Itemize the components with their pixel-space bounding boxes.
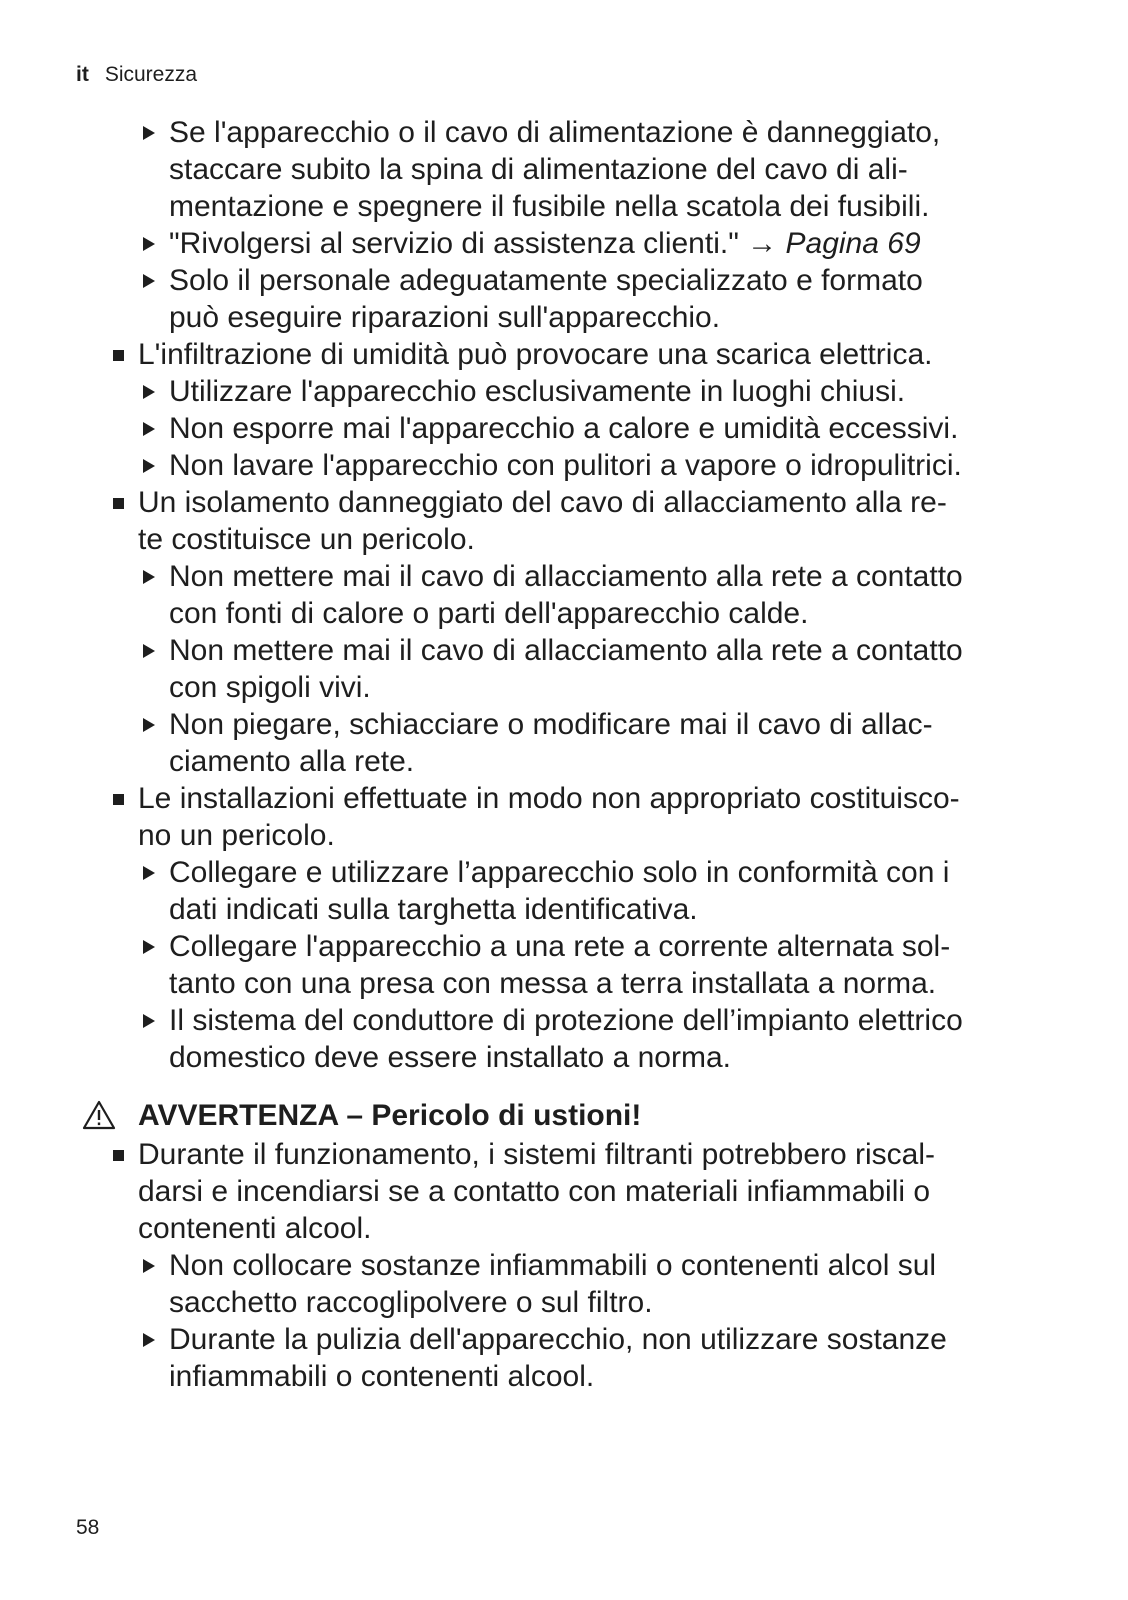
text-line xyxy=(0,299,1128,336)
line-text xyxy=(169,1284,653,1321)
line-text xyxy=(169,410,958,447)
text-line xyxy=(0,928,1128,965)
line-text xyxy=(169,965,936,1002)
line-text-main: Utilizzare l'apparecchio esclusivamente in luoghi chiusi. xyxy=(169,375,906,408)
line-text-main: Non collocare sostanze infiammabili o contenenti alcol sul xyxy=(169,1249,937,1282)
line-text-main: Solo il personale adeguatamente specializzato e formato xyxy=(169,264,923,297)
triangle-bullet-icon xyxy=(143,1259,155,1273)
line-text-main: Collegare e utilizzare l’apparecchio solo in conformità con i xyxy=(169,856,950,889)
line-text xyxy=(169,891,698,928)
line-text-main: L'infiltrazione di umidità può provocare una scarica elettrica. xyxy=(138,338,933,371)
line-text-main: Non mettere mai il cavo di allacciamento alla rete a contatto xyxy=(169,634,963,667)
line-text xyxy=(169,1247,936,1284)
line-text-main: ciamento alla rete. xyxy=(169,745,415,778)
line-text xyxy=(138,1173,930,1210)
triangle-bullet-icon xyxy=(143,237,155,251)
triangle-bullet-icon xyxy=(143,126,155,140)
line-text xyxy=(169,1039,731,1076)
line-text xyxy=(169,1002,963,1039)
line-text-main: Un isolamento danneggiato del cavo di allacciamento alla re- xyxy=(138,486,947,519)
square-bullet-icon xyxy=(113,350,124,361)
line-text-main: con spigoli vivi. xyxy=(169,671,371,704)
line-text xyxy=(138,780,960,817)
section-title: Sicurezza xyxy=(104,63,198,86)
line-text xyxy=(138,1210,372,1247)
line-text-main: domestico deve essere installato a norma. xyxy=(169,1041,731,1074)
running-header xyxy=(76,63,197,87)
line-text-main: Durante il funzionamento, i sistemi filtranti potrebbero riscal- xyxy=(138,1138,936,1171)
text-line xyxy=(0,114,1128,151)
text-line xyxy=(0,595,1128,632)
warning-triangle-icon xyxy=(82,1100,116,1130)
text-line xyxy=(0,410,1128,447)
line-text-main: con fonti di calore o parti dell'apparecchio calde. xyxy=(169,597,809,630)
line-text-main: darsi e incendiarsi se a contatto con materiali infiammabili o xyxy=(138,1175,931,1208)
triangle-bullet-icon xyxy=(143,459,155,473)
text-line xyxy=(0,225,1128,262)
line-text-main: no un pericolo. xyxy=(138,819,335,852)
line-text-main: Non esporre mai l'apparecchio a calore e umidità eccessivi. xyxy=(169,412,959,445)
line-text-main: Collegare l'apparecchio a una rete a corrente alternata sol- xyxy=(169,930,951,963)
line-text-main: Se l'apparecchio o il cavo di alimentazione è danneggiato, xyxy=(169,116,941,149)
line-text xyxy=(169,299,720,336)
line-text-main: Il sistema del conduttore di protezione dell’impianto elettrico xyxy=(169,1004,963,1037)
text-line xyxy=(0,1247,1128,1284)
line-text xyxy=(169,669,371,706)
text-line xyxy=(0,1210,1128,1247)
text-line xyxy=(0,262,1128,299)
text-line xyxy=(0,188,1128,225)
triangle-bullet-icon xyxy=(143,1014,155,1028)
text-line xyxy=(0,817,1128,854)
triangle-bullet-icon xyxy=(143,718,155,732)
text-line xyxy=(0,1136,1128,1173)
text-line xyxy=(0,1002,1128,1039)
text-line xyxy=(0,151,1128,188)
text-line xyxy=(0,743,1128,780)
triangle-bullet-icon xyxy=(143,422,155,436)
line-text-main: sacchetto raccoglipolvere o sul filtro. xyxy=(169,1286,653,1319)
text-line xyxy=(0,1039,1128,1076)
square-bullet-icon xyxy=(113,794,124,805)
line-text xyxy=(169,373,905,410)
line-text xyxy=(169,558,963,595)
line-text xyxy=(169,743,414,780)
line-text xyxy=(169,854,949,891)
line-text-main: Non lavare l'apparecchio con pulitori a vapore o idropulitrici. xyxy=(169,449,962,482)
line-text xyxy=(169,262,923,299)
line-text xyxy=(169,1358,594,1395)
line-text xyxy=(169,225,921,262)
safety-list xyxy=(0,114,1128,1076)
page-reference-link[interactable]: Pagina 69 xyxy=(785,227,921,260)
line-text-main: Non mettere mai il cavo di allacciamento alla rete a contatto xyxy=(169,560,963,593)
text-line xyxy=(0,336,1128,373)
line-text-main: contenenti alcool. xyxy=(138,1212,372,1245)
warning-list xyxy=(0,1136,1128,1395)
warning-heading xyxy=(0,1096,1128,1136)
section-gap xyxy=(0,1076,1128,1096)
square-bullet-icon xyxy=(113,1150,124,1161)
text-line xyxy=(0,965,1128,1002)
text-line xyxy=(0,669,1128,706)
text-line xyxy=(0,1284,1128,1321)
page-number: 58 xyxy=(76,1516,100,1539)
line-text xyxy=(138,1136,935,1173)
text-line xyxy=(0,373,1128,410)
line-text xyxy=(169,706,933,743)
line-text xyxy=(169,595,808,632)
line-text xyxy=(138,817,335,854)
line-text xyxy=(169,632,963,669)
warning-title: AVVERTENZA – Pericolo di ustioni! xyxy=(138,1099,642,1132)
line-text-main: mentazione e spegnere il fusibile nella scatola dei fusibili. xyxy=(169,190,930,223)
line-text xyxy=(169,188,929,225)
line-text-main: Durante la pulizia dell'apparecchio, non utilizzare sostanze xyxy=(169,1323,947,1356)
triangle-bullet-icon xyxy=(143,1333,155,1347)
line-text xyxy=(138,336,932,373)
line-text-main: dati indicati sulla targhetta identificativa. xyxy=(169,893,698,926)
line-text-main: staccare subito la spina di alimentazione del cavo di ali- xyxy=(169,153,908,186)
line-text xyxy=(169,928,950,965)
triangle-bullet-icon xyxy=(143,570,155,584)
text-line xyxy=(0,632,1128,669)
line-text xyxy=(138,484,947,521)
line-text-main: può eseguire riparazioni sull'apparecchio. xyxy=(169,301,721,334)
text-line xyxy=(0,706,1128,743)
line-text-main: infiammabili o contenenti alcool. xyxy=(169,1360,595,1393)
triangle-bullet-icon xyxy=(143,385,155,399)
text-line xyxy=(0,1173,1128,1210)
line-text-main: te costituisce un pericolo. xyxy=(138,523,475,556)
line-text-main: tanto con una presa con messa a terra installata a norma. xyxy=(169,967,937,1000)
language-code: it xyxy=(76,63,89,86)
text-line xyxy=(0,447,1128,484)
text-line xyxy=(0,1358,1128,1395)
line-text xyxy=(169,151,908,188)
text-line xyxy=(0,1321,1128,1358)
text-line xyxy=(0,891,1128,928)
line-text-main: Le installazioni effettuate in modo non appropriato costituisco- xyxy=(138,782,960,815)
triangle-bullet-icon xyxy=(143,644,155,658)
text-line xyxy=(0,558,1128,595)
triangle-bullet-icon xyxy=(143,940,155,954)
line-text xyxy=(169,447,962,484)
text-line xyxy=(0,780,1128,817)
triangle-bullet-icon xyxy=(143,274,155,288)
text-line xyxy=(0,521,1128,558)
text-line xyxy=(0,484,1128,521)
line-text xyxy=(138,521,475,558)
safety-content xyxy=(0,114,1128,1395)
text-line xyxy=(0,854,1128,891)
line-text-main: "Rivolgersi al servizio di assistenza clienti." → xyxy=(169,227,786,260)
square-bullet-icon xyxy=(113,498,124,509)
line-text-main: Non piegare, schiacciare o modificare mai il cavo di allac- xyxy=(169,708,933,741)
line-text xyxy=(169,114,940,151)
line-text xyxy=(169,1321,947,1358)
triangle-bullet-icon xyxy=(143,866,155,880)
